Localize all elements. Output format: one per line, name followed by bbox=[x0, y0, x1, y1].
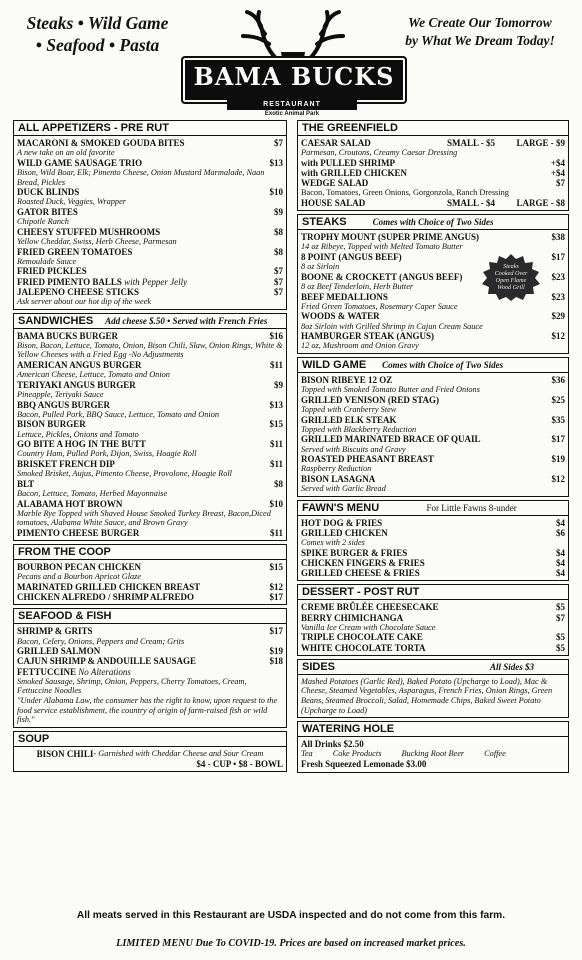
item-name: GRILLED ELK STEAK bbox=[301, 414, 397, 425]
menu-list bbox=[301, 518, 565, 579]
menu-header bbox=[0, 0, 582, 118]
item-desc: Smoked Brisket, Aujus, Pimento Cheese, Provolone, Hoagie Roll bbox=[17, 469, 232, 479]
menu-item bbox=[17, 277, 283, 287]
drinks-list bbox=[301, 749, 565, 759]
wedge-row bbox=[301, 178, 565, 188]
menu-item bbox=[17, 138, 283, 148]
item-desc: Bacon, Pulled Pork, BBQ Sauce, Lettuce, Tomato and Onion bbox=[17, 409, 220, 419]
caesar-row bbox=[301, 138, 565, 148]
item-name: BISON LASAGNA bbox=[301, 473, 376, 484]
item-name: JALEPENO CHEESE STICKS bbox=[17, 286, 140, 297]
item-price: $23 bbox=[551, 291, 565, 302]
item-name: BBQ ANGUS BURGER bbox=[17, 399, 111, 410]
menu-list bbox=[17, 562, 283, 602]
item-price: $7 bbox=[274, 276, 283, 287]
lemonade bbox=[301, 759, 565, 769]
item-desc: Bacon, Tomatoes, Green Onions, Gorgonzola, Ranch Dressing bbox=[301, 188, 509, 198]
item-price: $12 bbox=[551, 473, 565, 484]
item-name: GRILLED SALMON bbox=[17, 646, 101, 657]
usda-notice: All meats served in this Restaurant are USDA inspected and do not come from this farm. bbox=[76, 910, 506, 921]
item-name: TERIYAKI ANGUS BURGER bbox=[17, 379, 136, 390]
greenfield-section bbox=[297, 120, 569, 211]
item-price: $17 bbox=[269, 592, 283, 603]
item-price: $8 bbox=[274, 478, 283, 489]
item-name: WHITE CHOCOLATE TORTA bbox=[301, 642, 426, 653]
badge-line: Steaks bbox=[503, 263, 519, 271]
item-name: PIMENTO CHEESE BURGER bbox=[17, 527, 140, 538]
section-header bbox=[297, 659, 569, 675]
item-price: $5 bbox=[556, 632, 565, 643]
menu-item bbox=[301, 395, 565, 405]
item-desc: Served with Garlic Bread bbox=[301, 484, 386, 494]
menu-item bbox=[301, 415, 565, 425]
seafood-section bbox=[13, 608, 287, 727]
item-price: $23 bbox=[551, 271, 565, 282]
menu-item bbox=[17, 562, 283, 572]
item-name: CHICKEN ALFREDO / SHRIMP ALFREDO bbox=[17, 592, 195, 603]
menu-item bbox=[17, 646, 283, 656]
item-desc: 8 oz Beef Tenderloin, Herb Butter bbox=[301, 282, 414, 291]
wood-grill-badge-icon bbox=[481, 253, 541, 301]
item-desc: Topped with Blackberry Reduction bbox=[301, 424, 417, 434]
menu-list bbox=[17, 138, 283, 307]
menu-item bbox=[301, 568, 565, 578]
item-price: $35 bbox=[551, 414, 565, 425]
item-name: BISON CHILI bbox=[36, 748, 94, 759]
item-name: FETTUCCINE No Alterations bbox=[17, 666, 131, 677]
item-price: $4 bbox=[556, 517, 565, 528]
item-price: $8 bbox=[274, 226, 283, 237]
addon-shrimp bbox=[301, 158, 565, 168]
item-price: $7 bbox=[274, 286, 283, 297]
item-price: $4 bbox=[556, 568, 565, 579]
item-price: +$4 bbox=[550, 157, 565, 168]
restaurant-logo bbox=[173, 8, 413, 116]
menu-item bbox=[17, 479, 283, 489]
item-desc: American Cheese, Lettuce, Tomato and Onion bbox=[17, 370, 170, 380]
appetizers-section bbox=[13, 120, 287, 310]
item-name: DUCK BLINDS bbox=[17, 187, 80, 198]
coop-section bbox=[13, 544, 287, 605]
item-desc: Bison, Bacon, Lettuce, Tomato, Onion, Bison Chili, Slaw, Onion Rings, White & Yellow Cheeses with a Fried Egg -No Adjustments bbox=[17, 340, 283, 360]
section-header bbox=[13, 313, 287, 329]
tagline-left-line1: Steaks • Wild Game bbox=[26, 13, 169, 33]
item-name: GRILLED MARINATED BRACE OF QUAIL bbox=[301, 434, 481, 445]
item-price: $6 bbox=[556, 527, 565, 538]
section-title: THE GREENFIELD bbox=[302, 122, 398, 134]
section-header bbox=[297, 584, 569, 600]
fawns-section bbox=[297, 500, 569, 582]
steaks-section bbox=[297, 214, 569, 354]
menu-item bbox=[17, 656, 283, 666]
drink-item: Tea bbox=[301, 749, 313, 759]
item-desc: Bison, Wild Boar, Elk; Pimento Cheese, Onion Mustard Marmalade, Naan Bread, Pickles bbox=[17, 168, 265, 187]
sandwiches-section bbox=[13, 313, 287, 542]
tagline-right bbox=[385, 14, 575, 50]
section-title: WATERING HOLE bbox=[302, 723, 395, 736]
item-price: $36 bbox=[551, 374, 565, 385]
drink-item: Bucking Root Beer bbox=[401, 749, 465, 759]
tagline-right-line1: We Create Our Tomorrow bbox=[408, 15, 552, 30]
item-name: CREME BRÛLÉE CHEESECAKE bbox=[301, 602, 439, 613]
section-title: SOUP bbox=[18, 732, 50, 745]
menu-list bbox=[301, 602, 565, 652]
section-header bbox=[13, 608, 287, 624]
item-price: +$4 bbox=[550, 168, 565, 178]
item-desc: A new take on an old favorite bbox=[17, 148, 115, 158]
section-header bbox=[297, 120, 569, 136]
tagline-right-line2: by What We Dream Today! bbox=[405, 33, 555, 48]
item-name: MACARONI & SMOKED GOUDA BITES bbox=[17, 138, 185, 148]
menu-list bbox=[301, 375, 565, 494]
logo-subtitle-2: Exotic Animal Park bbox=[264, 111, 320, 117]
item-desc: 8 oz Sirloin bbox=[301, 262, 340, 272]
item-name: 8 POINT (ANGUS BEEF) bbox=[301, 252, 402, 262]
menu-item bbox=[17, 380, 283, 390]
tagline-left bbox=[10, 12, 185, 56]
item-name: BISON RIBEYE 12 OZ bbox=[301, 374, 393, 385]
section-title: ALL APPETIZERS - PRE RUT bbox=[18, 122, 169, 134]
item-price: $5 bbox=[556, 602, 565, 613]
badge-line: Open Flame bbox=[495, 277, 527, 285]
menu-item bbox=[17, 360, 283, 370]
item-desc: Smoked Sausage, Shrimp, Onion, Peppers, Cherry Tomatoes, Cream, Fettuccine Noodles bbox=[17, 676, 247, 696]
item-price: $10 bbox=[269, 187, 283, 198]
section-note: Comes with Choice of Two Sides bbox=[382, 359, 504, 370]
menu-list bbox=[17, 331, 283, 539]
item-name: GRILLED VENISON (RED STAG) bbox=[301, 394, 439, 405]
item-desc: Comes with 2 sides bbox=[301, 538, 365, 548]
item-desc: Topped with Cranberry Stew bbox=[301, 404, 397, 414]
menu-item bbox=[301, 518, 565, 528]
item-name: BLT bbox=[17, 478, 35, 489]
menu-item bbox=[301, 632, 565, 642]
section-title: FROM THE COOP bbox=[18, 546, 111, 559]
tagline-left-line2: • Seafood • Pasta bbox=[35, 35, 160, 55]
item-desc: Remoulade Sauce bbox=[17, 256, 77, 266]
item-name: FRIED PIMENTO BALLS with Pepper Jelly bbox=[17, 276, 188, 287]
item-price: $12 bbox=[269, 581, 283, 592]
section-note: For Little Fawns 8-under bbox=[426, 502, 517, 513]
item-price: $16 bbox=[269, 330, 283, 341]
section-header bbox=[297, 357, 569, 373]
item-price: $15 bbox=[269, 562, 283, 573]
section-title: SIDES bbox=[302, 660, 336, 673]
item-price: $15 bbox=[269, 419, 283, 430]
item-desc: Roasted Duck, Veggies, Wrapper bbox=[17, 197, 126, 207]
item-price: $8 bbox=[274, 246, 283, 257]
item-price: $7 bbox=[274, 138, 283, 148]
soup-item bbox=[17, 749, 283, 759]
menu-item bbox=[301, 375, 565, 385]
item-name: CAESAR SALAD bbox=[301, 138, 371, 148]
menu-item bbox=[17, 528, 283, 538]
menu-item bbox=[17, 592, 283, 602]
menu-item bbox=[17, 247, 283, 257]
item-desc: Chipotle Ranch bbox=[17, 217, 69, 227]
section-title: SEAFOOD & FISH bbox=[18, 610, 112, 623]
menu-item bbox=[17, 439, 283, 449]
section-title: WILD GAME bbox=[302, 358, 367, 371]
item-desc: Pecans and a Bourbon Apricot Glaze bbox=[17, 572, 142, 582]
item-desc: Raspberry Reduction bbox=[301, 464, 372, 474]
all-drinks bbox=[301, 739, 565, 749]
item-price: $11 bbox=[269, 359, 283, 370]
item-name: FRIED PICKLES bbox=[17, 266, 87, 277]
item-name: WEDGE SALAD bbox=[301, 178, 369, 189]
item-price: $25 bbox=[551, 394, 565, 405]
item-name: CAJUN SHRIMP & ANDOUILLE SAUSAGE bbox=[17, 656, 197, 667]
item-desc: Topped with Smoked Tomato Butter and Fried Onions bbox=[301, 385, 480, 395]
logo-name-plate bbox=[181, 56, 407, 104]
section-header bbox=[13, 544, 287, 560]
item-price: $17 bbox=[551, 434, 565, 445]
item-price-small: SMALL - $5 bbox=[446, 138, 495, 148]
section-header bbox=[13, 731, 287, 747]
item-price: $4 bbox=[556, 557, 565, 568]
item-name: SHRIMP & GRITS bbox=[17, 626, 93, 637]
menu-item bbox=[17, 667, 283, 677]
item-name-suffix: with Pepper Jelly bbox=[121, 276, 188, 287]
item-name: with PULLED SHRIMP bbox=[301, 157, 396, 168]
item-name: AMERICAN ANGUS BURGER bbox=[17, 359, 142, 370]
item-price: $38 bbox=[551, 232, 565, 243]
covid-notice: LIMITED MENU Due To COVID-19. Prices are based on increased market prices. bbox=[116, 938, 466, 949]
item-name: CHEESY STUFFED MUSHROOMS bbox=[17, 226, 161, 237]
item-name: ROASTED PHEASANT BREAST bbox=[301, 454, 434, 465]
item-price: $13 bbox=[269, 157, 283, 168]
section-title: DESSERT - POST RUT bbox=[302, 586, 420, 599]
soup-section bbox=[13, 731, 287, 772]
item-name: BEEF MEDALLIONS bbox=[301, 291, 388, 302]
menu-item bbox=[301, 558, 565, 568]
item-desc: Served with Biscuits and Gravy bbox=[301, 444, 406, 454]
menu-item bbox=[17, 459, 283, 469]
item-name: BISON BURGER bbox=[17, 419, 86, 430]
item-name: HOT DOG & FRIES bbox=[301, 517, 383, 528]
menu-item bbox=[301, 232, 565, 242]
section-header bbox=[297, 721, 569, 737]
item-desc: Pineapple, Teriyaki Sauce bbox=[17, 389, 104, 399]
menu-item bbox=[17, 287, 283, 297]
watering-hole-section bbox=[297, 721, 569, 772]
item-price: $11 bbox=[269, 439, 283, 450]
menu-list bbox=[17, 626, 283, 696]
badge-line: Wood Grill bbox=[497, 284, 525, 292]
item-name: TROPHY MOUNT (SUPER PRIME ANGUS) bbox=[301, 232, 480, 243]
item-desc: Bacon, Celery, Onions, Peppers and Cream; Grits bbox=[17, 636, 185, 646]
sides-section bbox=[297, 659, 569, 718]
menu-item bbox=[301, 331, 565, 341]
menu-item bbox=[301, 311, 565, 321]
menu-item bbox=[301, 548, 565, 558]
item-name: CHICKEN FINGERS & FRIES bbox=[301, 557, 425, 568]
item-name: GATOR BITES bbox=[17, 206, 78, 217]
item-desc: Bacon, Lettuce, Tomato, Herbed Mayonnaise bbox=[17, 488, 168, 498]
item-desc: Yellow Cheddar, Swiss, Herb Cheese, Parmesan bbox=[17, 236, 177, 246]
item-desc: Fried Green Tomatoes, Rosemary Caper Sauce bbox=[301, 301, 458, 311]
item-name: BAMA BUCKS BURGER bbox=[17, 330, 119, 341]
section-note: All Sides $3 bbox=[489, 661, 534, 672]
item-price: $11 bbox=[269, 458, 283, 469]
item-price: $7 bbox=[274, 266, 283, 277]
item-name: GRILLED CHEESE & FRIES bbox=[301, 568, 420, 579]
soup-price bbox=[17, 759, 283, 769]
item-price: $19 bbox=[269, 646, 283, 657]
item-price: $11 bbox=[269, 527, 283, 538]
item-price: $9 bbox=[274, 206, 283, 217]
wild-game-section bbox=[297, 357, 569, 497]
drink-item: Coffee bbox=[484, 749, 506, 759]
item-price: $17 bbox=[269, 626, 283, 637]
item-name: BOONE & CROCKETT (ANGUS BEEF) bbox=[301, 271, 463, 282]
menu-item bbox=[17, 158, 283, 168]
menu-item bbox=[17, 331, 283, 341]
section-header bbox=[297, 214, 569, 230]
menu-item bbox=[301, 474, 565, 484]
menu-item bbox=[301, 528, 565, 538]
item-name: ALABAMA HOT BROWN bbox=[17, 498, 123, 509]
alabama-law-notice: "Under Alabama Law, the consumer has the right to know, upon request to the food service establishment, the country of origin of farm-raised fish or wild fish." bbox=[17, 695, 278, 725]
item-name: HAMBURGER STEAK (ANGUS) bbox=[301, 331, 435, 342]
section-title: SANDWICHES bbox=[18, 314, 94, 327]
item-price: $12 bbox=[551, 331, 565, 342]
item-name: MARINATED GRILLED CHICKEN BREAST bbox=[17, 581, 201, 592]
item-desc: Marble Rye Topped with Shaved House Smoked Turkey Breast, Bacon,Diced tomatoes, Alabama White Sauce, and Brown Gravy bbox=[17, 508, 271, 528]
menu-item bbox=[301, 613, 565, 623]
item-price: $7 bbox=[556, 612, 565, 623]
item-price-small: SMALL - $4 bbox=[446, 198, 495, 208]
item-price: $18 bbox=[269, 656, 283, 667]
item-price: $10 bbox=[269, 498, 283, 509]
menu-item bbox=[301, 454, 565, 464]
item-name: FRIED GREEN TOMATOES bbox=[17, 246, 133, 257]
menu-item bbox=[17, 419, 283, 429]
item-name: TRIPLE CHOCOLATE CAKE bbox=[301, 632, 423, 643]
item-name: BOURBON PECAN CHICKEN bbox=[17, 562, 142, 573]
item-name: GRILLED CHICKEN bbox=[301, 527, 388, 538]
item-name: WILD GAME SAUSAGE TRIO bbox=[17, 157, 143, 168]
menu-item bbox=[301, 643, 565, 653]
item-name: GO BITE A HOG IN THE BUTT bbox=[17, 439, 146, 450]
section-title: FAWN'S MENU bbox=[302, 501, 380, 514]
item-desc: - Garnished with Cheddar Cheese and Sour Cream bbox=[93, 748, 264, 758]
item-price: $5 bbox=[556, 642, 565, 653]
menu-item bbox=[301, 602, 565, 612]
addon-chicken bbox=[301, 168, 565, 178]
item-price: $29 bbox=[551, 311, 565, 322]
menu-item bbox=[17, 582, 283, 592]
item-price: $7 bbox=[556, 178, 565, 189]
drink-item: Coke Products bbox=[332, 749, 382, 759]
item-desc: Parmesan, Croutons, Creamy Caesar Dressing bbox=[301, 148, 458, 158]
item-desc: 12 oz, Mushroom and Onion Gravy bbox=[301, 341, 419, 351]
dessert-section bbox=[297, 584, 569, 655]
section-header bbox=[297, 500, 569, 516]
item-price: $4 - CUP • $8 - BOWL bbox=[196, 758, 283, 769]
right-column bbox=[297, 120, 569, 776]
menu-item bbox=[17, 499, 283, 509]
item-price: $19 bbox=[551, 454, 565, 465]
left-column bbox=[13, 120, 287, 775]
section-note: Add cheese $.50 • Served with French Fries bbox=[105, 315, 268, 326]
item-name: All Drinks $2.50 bbox=[301, 739, 364, 750]
menu-item bbox=[17, 626, 283, 636]
logo-subtitle: RESTAURANT bbox=[227, 100, 357, 110]
menu-item bbox=[17, 400, 283, 410]
item-desc: 8oz Sirloin with Grilled Shrimp in Cajun Cream Sauce bbox=[301, 321, 483, 331]
sides-list: Mashed Potatoes (Garlic Red), Baked Potato (Upcharge to Load), Mac & Cheese, Steamed Vegetables, Asparagus, French Fries, Onion Rings, Green Beans, Steamed Broccoli, Salad, Homemade Chips, Baked Sweet Potato (Upcharge to Load) bbox=[301, 676, 553, 715]
item-name-suffix: No Alterations bbox=[76, 666, 131, 677]
item-name: BERRY CHIMICHANGA bbox=[301, 612, 404, 623]
item-desc: Ask server about our hot dip of the week bbox=[17, 296, 152, 306]
item-name: BRISKET FRENCH DIP bbox=[17, 458, 115, 469]
item-name: SPIKE BURGER & FRIES bbox=[301, 547, 408, 558]
menu-item bbox=[17, 187, 283, 197]
badge-line: Cooked Over bbox=[494, 270, 528, 278]
house-row bbox=[301, 198, 565, 208]
item-price-large: LARGE - $9 bbox=[516, 138, 565, 148]
menu-item bbox=[17, 227, 283, 237]
logo-name: BAMA BUCKS bbox=[193, 62, 395, 91]
item-desc: 14 oz Ribeye, Topped with Melted Tomato Butter bbox=[301, 242, 463, 252]
item-desc: Lettuce, Pickles, Onions and Tomato bbox=[17, 429, 139, 439]
item-name: with GRILLED CHICKEN bbox=[301, 168, 408, 178]
item-price-large: LARGE - $8 bbox=[516, 198, 565, 208]
section-header bbox=[13, 120, 287, 136]
menu-item bbox=[17, 266, 283, 276]
item-price: $17 bbox=[551, 252, 565, 262]
item-name: WOODS & WATER bbox=[301, 311, 380, 322]
item-price bbox=[261, 667, 283, 677]
item-desc: Country Ham, Pulled Pork, Dijon, Swiss, Hoagie Roll bbox=[17, 449, 197, 459]
menu-item bbox=[301, 434, 565, 444]
item-price: $13 bbox=[269, 399, 283, 410]
item-price: $4 bbox=[556, 547, 565, 558]
item-name: HOUSE SALAD bbox=[301, 198, 366, 208]
item-name: Fresh Squeezed Lemonade $3.00 bbox=[301, 759, 427, 770]
item-price: $9 bbox=[274, 379, 283, 390]
menu-item bbox=[17, 207, 283, 217]
section-title: STEAKS bbox=[302, 216, 347, 229]
section-note: Comes with Choice of Two Sides bbox=[372, 217, 494, 228]
item-desc: Vanilla Ice Cream with Chocolate Sauce bbox=[301, 622, 436, 632]
